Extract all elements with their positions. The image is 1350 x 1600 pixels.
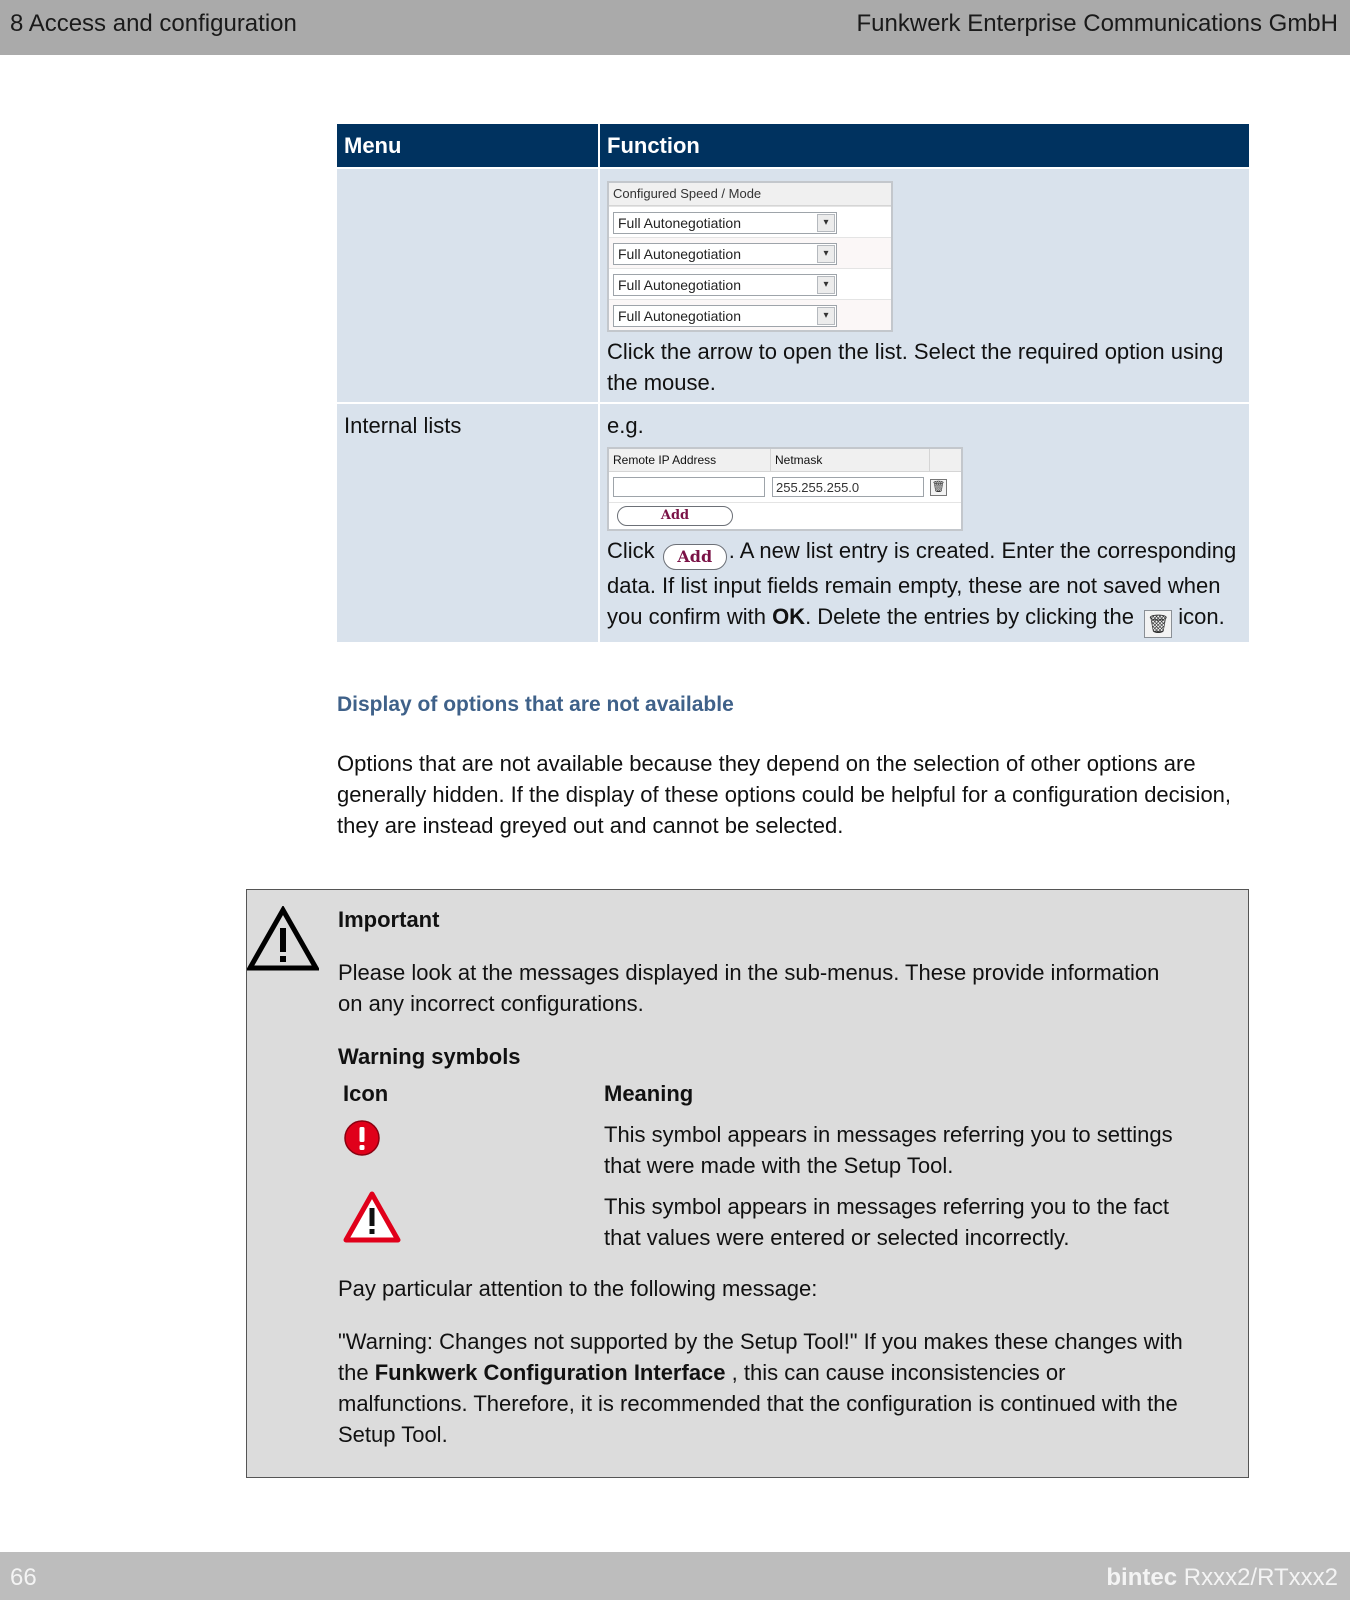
speed-mode-header: Configured Speed / Mode — [609, 183, 891, 206]
speed-row — [609, 299, 891, 330]
function-text — [607, 535, 1242, 638]
dropdown-arrow-icon[interactable]: ▾ — [817, 245, 835, 263]
company-name: Funkwerk Enterprise Communications GmbH — [856, 10, 1338, 37]
section-paragraph: Options that are not available because they depend on the selection of other options are generally hidden. If the display of these options could be helpful for a configuration decision, they are instead greyed out and cannot be selected. — [337, 751, 1232, 838]
page-footer — [0, 1552, 1350, 1600]
trash-icon[interactable]: 🗑 — [930, 479, 947, 496]
note-body — [338, 904, 1188, 1450]
dropdown-arrow-icon[interactable]: ▾ — [817, 307, 835, 325]
chapter-title: 8 Access and configuration — [10, 10, 297, 37]
dropdown-arrow-icon[interactable]: ▾ — [817, 214, 835, 232]
speed-row — [609, 268, 891, 299]
select-value: Full Autonegotiation — [618, 277, 741, 293]
speed-select[interactable] — [613, 243, 837, 265]
add-button[interactable]: Add — [617, 506, 733, 526]
page-number: 66 — [10, 1564, 37, 1591]
list-col-netmask: Netmask — [771, 449, 930, 471]
add-button-inline: Add — [663, 544, 727, 570]
speed-row — [609, 206, 891, 237]
dropdown-arrow-icon[interactable]: ▾ — [817, 276, 835, 294]
internal-list-mock — [607, 447, 963, 531]
list-add-row — [609, 503, 961, 529]
section-title: Display of options that are not available — [337, 693, 734, 716]
speed-select[interactable] — [613, 274, 837, 296]
eg-label: e.g. — [607, 413, 644, 438]
text-run: . Delete the entries by clicking the — [805, 604, 1141, 629]
function-cell — [599, 168, 1250, 403]
symbol-meaning: This symbol appears in messages referring you to settings that were made with the Setup Tool. — [604, 1122, 1173, 1178]
note-paragraph — [338, 1326, 1188, 1450]
table-row — [337, 403, 1250, 642]
warning-red-triangle-icon — [343, 1191, 401, 1243]
note-paragraph: Pay particular attention to the following message: — [338, 1276, 818, 1301]
interface-name: Funkwerk Configuration Interface — [374, 1360, 726, 1385]
table-header-row — [337, 124, 1250, 168]
warning-triangle-icon — [247, 906, 319, 972]
symbol-row — [338, 1191, 1188, 1253]
col-header-function: Function — [599, 124, 1250, 168]
symbol-meaning: This symbol appears in messages referring you to the fact that values were entered or selected incorrectly. — [604, 1194, 1169, 1250]
list-col-blank — [930, 449, 956, 471]
list-col-remote-ip: Remote IP Address — [609, 449, 771, 471]
note-paragraph: Please look at the messages displayed in the sub-menus. These provide information on any incorrect configurations. — [338, 960, 1160, 1016]
symbols-col-icon: Icon — [343, 1081, 389, 1106]
text-run: icon. — [1172, 604, 1225, 629]
text-run: . A new list entry is created. Enter the corresponding data. If list input fields remain empty, these are not saved when you confirm with — [607, 538, 1237, 629]
symbol-row — [338, 1119, 1188, 1181]
important-note — [246, 889, 1249, 1478]
list-input-row — [609, 472, 961, 503]
speed-select[interactable] — [613, 305, 837, 327]
text-run: "Warning: Changes not supported by the Setup Tool!" If you makes these changes with the — [338, 1329, 1183, 1385]
function-text: Click the arrow to open the list. Select the required option using the mouse. — [607, 339, 1224, 395]
col-header-menu: Menu — [337, 124, 599, 168]
menu-function-table — [337, 124, 1251, 642]
warning-symbols-title: Warning symbols — [338, 1044, 521, 1069]
symbol-cell — [338, 1191, 604, 1253]
remote-ip-input[interactable] — [613, 477, 765, 497]
menu-cell: Internal lists — [337, 403, 599, 642]
trash-icon: 🗑 — [1144, 610, 1172, 638]
note-title: Important — [338, 907, 440, 932]
select-value: Full Autonegotiation — [618, 246, 741, 262]
speed-mode-mock — [607, 181, 893, 332]
speed-select[interactable] — [613, 212, 837, 234]
menu-cell — [337, 168, 599, 403]
text-run: , this can cause inconsistencies or malfunctions. Therefore, it is recommended that the configuration is continued with the Setup Tool. — [338, 1360, 1178, 1447]
symbols-col-meaning: Meaning — [604, 1081, 694, 1106]
brand-name: bintec — [1106, 1564, 1178, 1591]
model-name: Rxxx2/RTxxx2 — [1177, 1564, 1338, 1591]
product-name — [1106, 1564, 1338, 1592]
netmask-input[interactable]: 255.255.255.0 — [772, 477, 924, 497]
page-header — [0, 0, 1350, 55]
symbol-cell — [338, 1119, 604, 1181]
error-circle-icon — [343, 1119, 381, 1157]
table-row — [337, 168, 1250, 403]
symbols-header — [338, 1078, 1188, 1109]
speed-row — [609, 237, 891, 268]
select-value: Full Autonegotiation — [618, 308, 741, 324]
select-value: Full Autonegotiation — [618, 215, 741, 231]
ok-term: OK — [772, 604, 806, 629]
function-cell — [599, 403, 1250, 642]
text-run: Click — [607, 538, 661, 563]
list-header-row — [609, 449, 961, 472]
